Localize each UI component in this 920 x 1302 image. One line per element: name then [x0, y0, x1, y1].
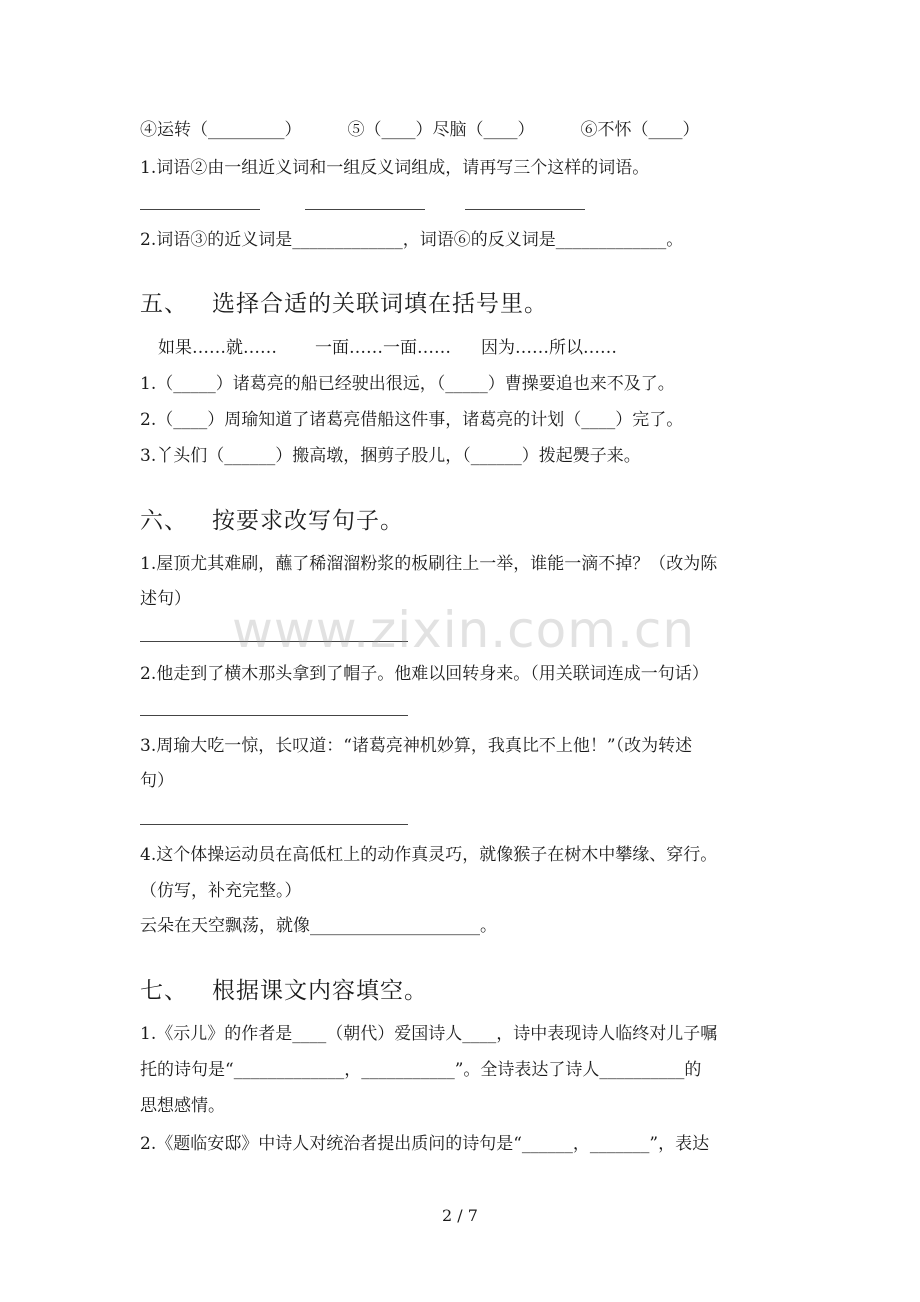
section-6-number: 六、 — [140, 508, 188, 534]
section-6-heading — [140, 506, 404, 536]
section-7-heading — [140, 976, 428, 1006]
question-5-3: 3.丫头们（______）搬高墩，捆剪子股儿，（______）拨起爂子来。 — [140, 446, 641, 466]
word-option-4: ④运转（_________） — [140, 120, 302, 140]
conjunction-choice-3: 因为……所以…… — [481, 338, 617, 358]
question-7-1-line2: 托的诗句是“_____________，___________”。全诗表达了诗人__________的 — [140, 1060, 702, 1080]
section-7-title: 根据课文内容填空。 — [212, 978, 428, 1004]
word-options-row — [140, 118, 700, 142]
question-6-3-line1: 3.周瑜大吃一惊，长叹道：“诸葛亮神机妙算，我真比不上他！”（改为转述 — [140, 736, 693, 756]
question-6-1-line1: 1.屋顶尤其难刷，蘸了稀溜溜粉浆的板刷往上一举，谁能一滴不掉？（改为陈 — [140, 554, 718, 574]
answer-line[interactable] — [140, 715, 408, 716]
answer-line[interactable] — [305, 209, 425, 210]
question-7-1-line1: 1.《示儿》的作者是____（朝代）爱国诗人____，诗中表现诗人临终对儿子嘱 — [140, 1024, 718, 1044]
word-option-6: ⑥不怀（____） — [580, 120, 700, 140]
question-4-2: 2.词语③的近义词是_____________，词语⑥的反义词是_____________。 — [140, 230, 684, 250]
question-5-1: 1.（_____）诸葛亮的船已经驶出很远，（_____）曹操要追也来不及了。 — [140, 374, 675, 394]
question-6-1-line2: 述句） — [140, 589, 191, 609]
question-4-1: 1.词语②由一组近义词和一组反义词组成，请再写三个这样的词语。 — [140, 158, 650, 178]
question-7-1-line3: 思想感情。 — [140, 1096, 225, 1116]
section-6-title: 按要求改写句子。 — [212, 508, 404, 534]
question-6-4-line2: （仿写，补充完整。） — [140, 881, 302, 901]
answer-line[interactable] — [140, 824, 408, 825]
section-7-number: 七、 — [140, 978, 188, 1004]
section-5-title: 选择合适的关联词填在括号里。 — [212, 291, 548, 317]
conjunction-choice-1: 如果……就…… — [158, 338, 277, 358]
question-6-2: 2.他走到了横木那头拿到了帽子。他难以回转身来。（用关联词连成一句话） — [140, 664, 709, 684]
answer-line[interactable] — [465, 209, 585, 210]
section-5-heading — [140, 289, 548, 319]
section-5-number: 五、 — [140, 291, 188, 317]
question-6-4-line1: 4.这个体操运动员在高低杠上的动作真灵巧，就像猴子在树木中攀缘、穿行。 — [140, 845, 718, 865]
question-6-4-line3: 云朵在天空飘荡，就像____________________。 — [140, 916, 497, 936]
watermark: www.zixin.com.cn — [232, 601, 696, 659]
answer-line[interactable] — [140, 209, 260, 210]
question-7-2-line1: 2.《题临安邸》中诗人对统治者提出质问的诗句是“______，_______”，表达 — [140, 1134, 710, 1154]
question-5-2: 2.（____）周瑜知道了诸葛亮借船这件事，诸葛亮的计划（____）完了。 — [140, 410, 684, 430]
word-option-5: ⑤（____）尽脑（____） — [347, 120, 535, 140]
conjunction-choice-2: 一面……一面…… — [315, 338, 451, 358]
page-number: 2 / 7 — [442, 1206, 478, 1225]
question-6-3-line2: 句） — [140, 771, 174, 791]
conjunction-choices — [158, 336, 617, 360]
